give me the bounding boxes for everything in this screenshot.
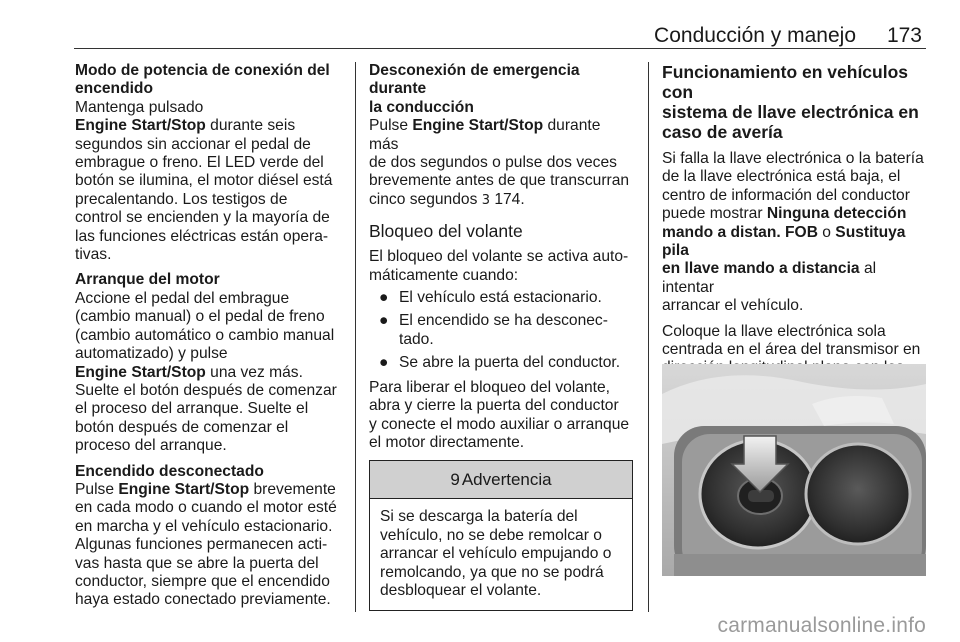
text-fragment: Pulse (369, 117, 413, 135)
text-line: de dos segundos o pulse dos veces (369, 154, 617, 172)
text-line: centrada en el área del transmisor en (662, 341, 921, 359)
text-line: abra y cierre la puerta del conductor (369, 397, 619, 415)
text-line: brevemente antes de que transcurran (369, 172, 630, 190)
text-line: Si falla la llave electrónica o la batería (662, 150, 924, 167)
text-line (369, 117, 633, 154)
text-fragment: una vez más. (205, 363, 303, 381)
heading-bloqueo-volante: Bloqueo del volante (369, 221, 523, 242)
text-line (369, 191, 633, 210)
text-line (75, 364, 343, 382)
bullet-icon: ● (379, 289, 389, 307)
key-engine-start-stop: Engine Start/Stop (412, 117, 544, 135)
text-line: y conecte el modo auxiliar o arranque (369, 415, 630, 433)
list-item-text: El encendido se ha desconec- (399, 312, 608, 330)
text-line: control se encienden y la mayoría de (75, 209, 330, 227)
key-engine-start-stop: Engine Start/Stop (75, 363, 206, 381)
heading-arranque: Arranque del motor (75, 271, 220, 289)
key-fob-illustration (662, 364, 926, 576)
text-line: tivas. (75, 246, 112, 264)
text-fragment: cinco segundos (369, 190, 482, 208)
warning-line: vehículo, no se debe remolcar o (380, 526, 602, 544)
heading-line: sistema de llave electrónica en (662, 102, 919, 122)
list-item (369, 289, 633, 307)
warning-line: desbloquear el volante. (380, 581, 542, 599)
text-line (662, 205, 928, 223)
page-reference-link[interactable]: 174. (489, 190, 525, 208)
list-item-text: Se abre la puerta del conductor. (399, 354, 621, 372)
text-fragment: durante seis (205, 117, 296, 135)
heading-llave-electronica (662, 62, 928, 142)
heading-desconexion-line-2: la conducción (369, 98, 474, 116)
text-line: Coloque la llave electrónica sola (662, 322, 886, 340)
text-line: botón se ilumina, el motor diésel está (75, 172, 333, 190)
text-line: botón después de comenzar el (75, 418, 289, 436)
text-line (662, 224, 928, 261)
text-fragment: brevemente (249, 480, 336, 498)
warning-line: arrancar el vehículo empujando o (380, 545, 612, 563)
text-line: las funciones eléctricas están opera- (75, 227, 329, 245)
text-fragment: al intentar (662, 260, 877, 296)
text-line: El bloqueo del volante se activa auto- (369, 248, 629, 266)
text-line: Mantenga pulsado (75, 98, 204, 116)
text-line: centro de información del conductor (662, 186, 910, 204)
message-text: Ninguna detección (766, 205, 907, 223)
text-line: en marcha y el vehículo estacionario. (75, 517, 333, 535)
text-line: segundos sin accionar el pedal de (75, 135, 311, 153)
warning-header (370, 461, 632, 499)
text-line: (cambio automático o cambio manual (75, 326, 335, 344)
header-rule (74, 48, 926, 49)
text-line: máticamente cuando: (369, 266, 519, 284)
text-line (662, 260, 928, 297)
warning-line: remolcando, ya que no se podrá (380, 563, 604, 581)
text-line: en cada modo o cuando el motor esté (75, 499, 337, 517)
text-line: vas hasta que se abre la puerta del (75, 554, 319, 572)
warning-triangle-icon: 9 (450, 470, 460, 490)
text-line: (cambio manual) o el pedal de freno (75, 308, 325, 326)
text-line: de la llave electrónica está baja, el (662, 168, 901, 186)
text-line: el proceso del arranque. Suelte el (75, 400, 309, 418)
chapter-title: Conducción y manejo (654, 24, 856, 47)
condition-list (369, 289, 633, 373)
text-line: precalentando. Los testigos de (75, 190, 288, 208)
text-fragment: durante más (369, 117, 601, 153)
warning-title: Advertencia (461, 470, 552, 490)
text-line: conductor, siempre que el encendido (75, 572, 330, 590)
text-line: arrancar el vehículo. (662, 297, 804, 315)
column-2 (369, 62, 633, 611)
list-item-text: El vehículo está estacionario. (399, 289, 602, 307)
text-line: automatizado) y pulse (75, 345, 228, 363)
heading-conexion-line-2: encendido (75, 80, 153, 98)
text-fragment: puede mostrar (662, 205, 767, 223)
text-line (75, 481, 343, 499)
text-line: Para liberar el bloqueo del volante, (369, 378, 610, 396)
warning-body (370, 499, 632, 610)
column-3 (662, 62, 928, 415)
warning-line: Si se descarga la batería del (380, 508, 578, 526)
list-item (369, 312, 633, 349)
page-number: 173 (886, 24, 922, 47)
text-line: el motor directamente. (369, 433, 525, 451)
heading-line: caso de avería (662, 122, 783, 142)
column-1 (75, 62, 343, 610)
heading-desconexion-line-1: Desconexión de emergencia durante (369, 62, 580, 98)
text-fragment: Pulse (75, 480, 119, 498)
text-line: proceso del arranque. (75, 437, 227, 455)
text-line: Algunas funciones permanecen acti- (75, 536, 328, 554)
bullet-icon: ● (379, 354, 389, 372)
text-line: haya estado conectado previamente. (75, 591, 331, 609)
text-fragment: o (817, 223, 836, 241)
list-item (369, 354, 633, 372)
column-divider (648, 62, 649, 612)
bullet-icon: ● (379, 312, 389, 330)
message-text: Sustituya pila (662, 223, 906, 260)
message-text: en llave mando a distancia (662, 260, 860, 278)
list-item-text: tado. (399, 330, 434, 348)
warning-box (369, 460, 633, 611)
watermark-text: carmanualsonline.info (717, 614, 926, 637)
key-engine-start-stop: Engine Start/Stop (118, 480, 250, 498)
heading-conexion-line-1: Modo de potencia de conexión del (75, 62, 330, 79)
key-engine-start-stop: Engine Start/Stop (75, 117, 206, 135)
page-reference-icon[interactable]: 3 (481, 192, 490, 208)
text-line (75, 117, 343, 135)
column-divider (355, 62, 356, 612)
heading-line: Funcionamiento en vehículos con (662, 62, 909, 102)
text-line: Accione el pedal del embrague (75, 289, 290, 307)
message-text: mando a distan. FOB (662, 223, 818, 241)
cupholder-photo (662, 364, 926, 576)
text-line: embrague o freno. El LED verde del (75, 154, 324, 172)
text-line: Suelte el botón después de comenzar (75, 381, 337, 399)
heading-encendido-desconectado: Encendido desconectado (75, 462, 264, 480)
